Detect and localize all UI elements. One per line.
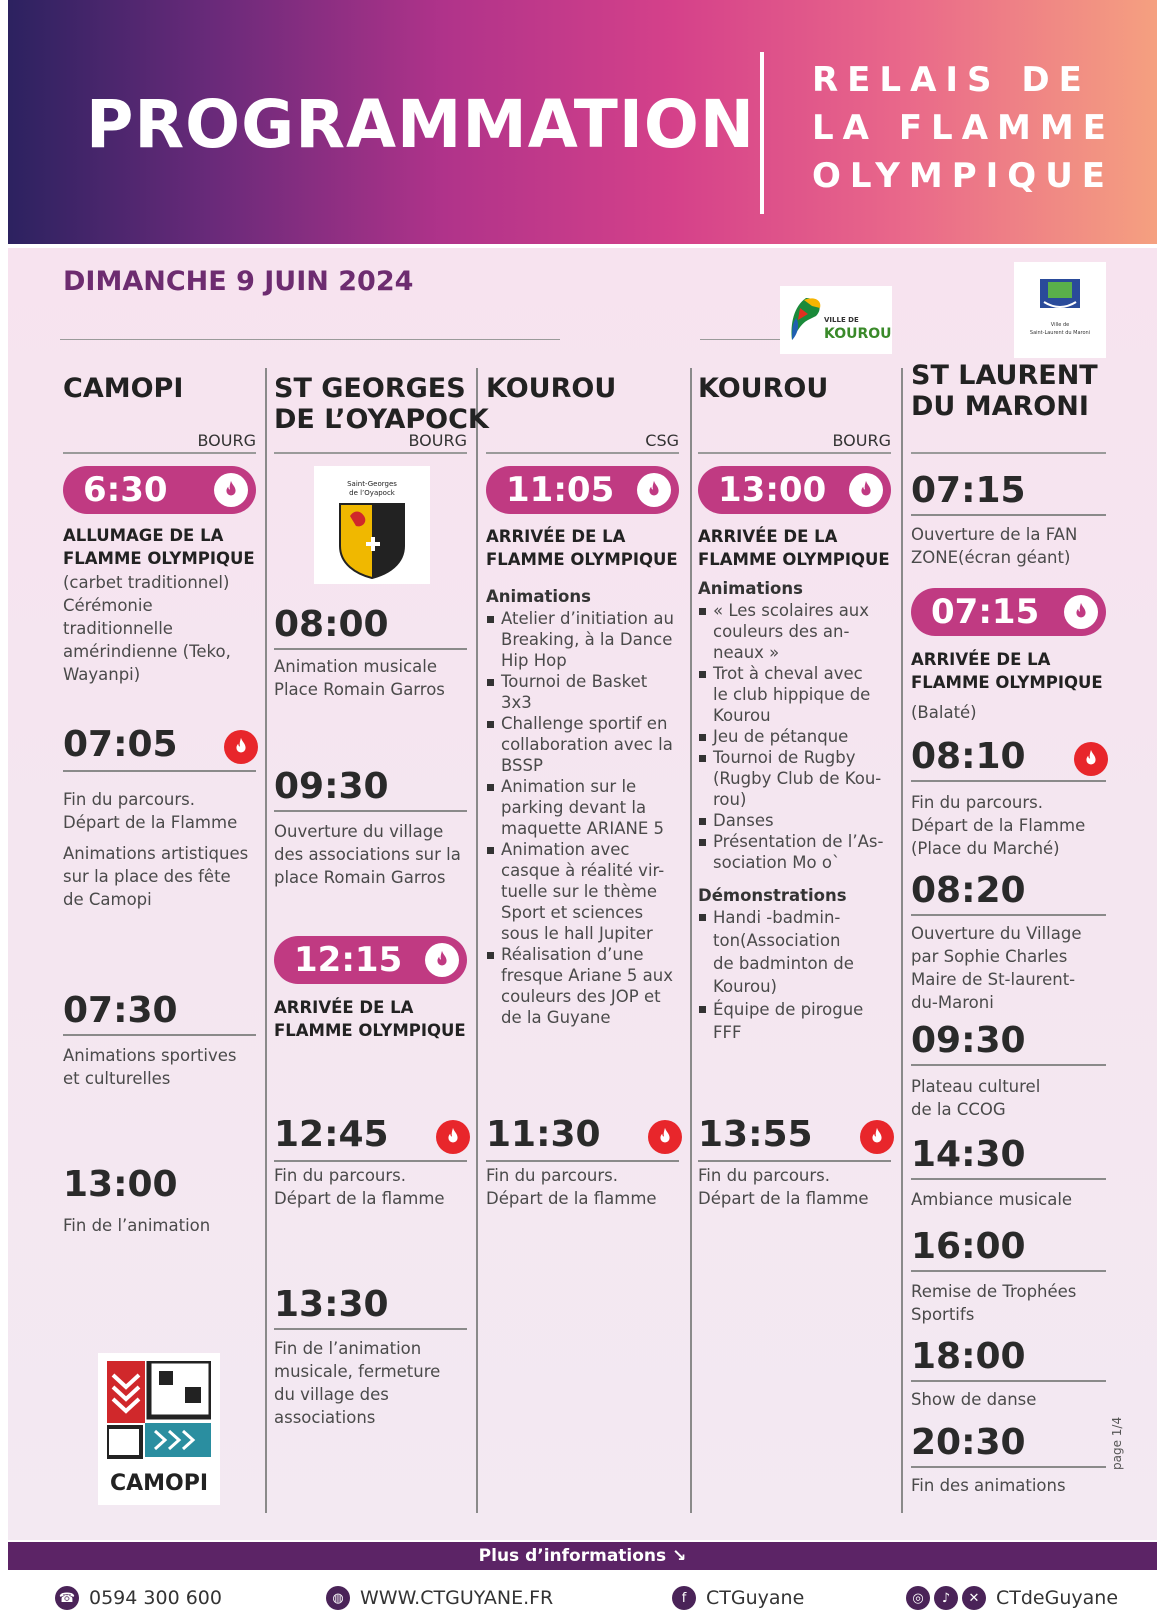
time-label: 13:55 [698,1114,813,1155]
more-info-bar: Plus d’informations ↘ [8,1542,1157,1570]
event-description: Fin du parcours. Départ de la Flamme (Place du Marché) [911,793,1086,858]
flame-icon [436,1120,470,1154]
event-description: Fin du parcours. Départ de la flamme [486,1166,657,1208]
event-title: ARRIVÉE DE LA FLAMME OLYMPIQUE [486,527,678,569]
event-description: Animations artistiques sur la place des fête de Camopi [63,844,249,909]
time-rule [911,1380,1106,1382]
list-item: Réalisation d’une fresque Ariane 5 aux couleurs des JOP et de la Guyane [486,944,691,1028]
footer [0,1570,1157,1620]
event-description: Fin du parcours. Départ de la flamme [274,1166,445,1208]
city-rule [698,452,891,454]
flame-icon [224,730,258,764]
event-description: Fin de l’animation [63,1216,211,1235]
time-label: 14:30 [911,1134,1026,1175]
city-subtitle: BOURG [197,431,256,450]
city-subtitle: BOURG [408,431,467,450]
event-description: Remise de Trophées Sportifs [911,1282,1077,1324]
time-label: 08:00 [274,604,389,645]
event-description: Fin du parcours. Départ de la Flamme [63,790,238,832]
list-item: Équipe de pirogue FFF [698,998,903,1044]
event-date: DIMANCHE 9 JUIN 2024 [63,266,414,297]
kourou-logo: VILLE DE KOUROU [780,286,892,354]
animations-list [486,608,691,1028]
time-rule [63,770,256,772]
time-pill: 11:05 [486,466,679,514]
event-description: Fin du parcours. Départ de la flamme [698,1166,869,1208]
time-label: 08:20 [911,870,1026,911]
footer-social[interactable]: ◎ ♪ ✕ CTdeGuyane [906,1586,1118,1610]
time-rule [911,1064,1106,1066]
time-label: 16:00 [911,1226,1026,1267]
list-item: Animation avec casque à réalité vir- tuelle sur le thème Sport et sciences sous le hall Jupiter [486,839,691,944]
city-rule [911,452,1106,454]
flame-icon [637,473,671,507]
instagram-icon: ◎ [906,1586,930,1610]
time-rule [911,514,1106,516]
event-description: Ouverture du Village par Sophie Charles Maire de St-laurent- du-Maroni [911,924,1082,1012]
time-pill: 13:00 [698,466,891,514]
column-divider [265,368,267,1513]
tiktok-icon: ♪ [934,1586,958,1610]
demonstrations-label: Démonstrations [698,886,847,905]
time-rule [274,1328,467,1330]
event-title: ARRIVÉE DE LA FLAMME OLYMPIQUE [698,527,890,569]
list-item: Handi -badmin- ton(Association de badminton de Kourou) [698,906,903,998]
time-pill: 12:15 [274,936,467,984]
list-item: Animation sur le parking devant la maquette ARIANE 5 [486,776,691,839]
city-rule [63,452,256,454]
city-rule [274,452,467,454]
time-label: 08:10 [911,736,1026,777]
time-label: 18:00 [911,1336,1026,1377]
flame-icon [1074,742,1108,776]
programme-content [8,248,1157,1540]
date-rule [60,339,560,340]
phone-icon: ☎ [55,1586,79,1610]
page-title: PROGRAMMATION [86,86,755,163]
camopi-logo: CAMOPI [98,1353,220,1505]
list-item: Tournoi de Rugby (Rugby Club de Kou- rou) [698,747,903,810]
time-rule [274,810,467,812]
camopi-pattern-icon [107,1361,211,1461]
facebook-icon: f [672,1586,696,1610]
time-rule [698,1160,891,1162]
flame-icon [849,473,883,507]
page-number: page 1/4 [1110,1416,1124,1470]
event-description: Plateau culturel de la CCOG [911,1077,1041,1119]
flame-icon [1064,595,1098,629]
time-label: 12:45 [274,1114,389,1155]
list-item: Danses [698,810,903,831]
time-label: 07:05 [63,724,178,765]
flame-icon [214,473,248,507]
globe-icon: ◍ [326,1586,350,1610]
city-name: ST LAURENT DU MARONI [911,360,1098,422]
list-item: Challenge sportif en collaboration avec la BSSP [486,713,691,776]
event-description: Ambiance musicale [911,1190,1073,1209]
city-rule [486,452,679,454]
time-rule [63,1034,256,1036]
event-description: Ouverture du village des associations sur la place Romain Garros [274,822,461,887]
header-subtitle: RELAIS DE LA FLAMME OLYMPIQUE [812,60,1115,196]
time-rule [911,780,1106,782]
footer-phone[interactable]: ☎ 0594 300 600 [55,1586,222,1610]
footer-website[interactable]: ◍ WWW.CTGUYANE.FR [326,1586,553,1610]
time-label: 13:30 [274,1284,389,1325]
time-rule [274,648,467,650]
footer-facebook[interactable]: f CTGuyane [672,1586,804,1610]
time-label: 09:30 [911,1020,1026,1061]
flame-icon [860,1120,894,1154]
animations-label: Animations [698,579,803,598]
time-label: 07:30 [63,990,178,1031]
header-divider [760,52,764,214]
time-rule [274,1160,467,1162]
shield-icon [338,502,406,580]
time-pill: 6:30 [63,466,256,514]
event-description: Animation musicale Place Romain Garros [274,657,445,699]
time-label: 11:30 [486,1114,601,1155]
time-label: 13:00 [63,1164,178,1205]
time-rule [911,1178,1106,1180]
event-description: (Balaté) [911,703,977,722]
animations-list [698,600,903,873]
column-divider [476,368,478,1513]
list-item: Présentation de l’As- sociation Mo o` [698,831,903,873]
header-banner [8,0,1157,244]
flame-icon [425,943,459,977]
list-item: Trot à cheval avec le club hippique de Kourou [698,663,903,726]
list-item: Jeu de pétanque [698,726,903,747]
saint-laurent-logo: Ville de Saint-Laurent du Maroni [1014,262,1106,358]
event-description: Fin de l’animation musicale, fermeture du village des associations [274,1339,441,1427]
saint-laurent-crest-icon [1036,272,1084,312]
time-label: 07:15 [911,470,1026,511]
city-name: ST GEORGES DE L’OYAPOCK [274,373,489,435]
event-description: (carbet traditionnel) Cérémonie traditionnelle amérindienne (Teko, Wayanpi) [63,573,231,684]
animations-label: Animations [486,587,591,606]
time-rule [911,914,1106,916]
time-pill: 07:15 [911,588,1106,636]
event-description: Ouverture de la FAN ZONE(écran géant) [911,525,1078,567]
time-rule [911,1466,1106,1468]
city-name: KOUROU [698,373,829,404]
time-label: 09:30 [274,766,389,807]
city-name: KOUROU [486,373,617,404]
event-title: ARRIVÉE DE LA FLAMME OLYMPIQUE [274,998,466,1040]
time-label: 20:30 [911,1422,1026,1463]
event-description: Animations sportives et culturelles [63,1046,237,1088]
demonstrations-list [698,906,903,1044]
city-name: CAMOPI [63,373,184,404]
city-subtitle: BOURG [832,431,891,450]
flame-icon [648,1120,682,1154]
time-rule [911,1270,1106,1272]
date-rule-right [700,339,790,340]
event-title: ARRIVÉE DE LA FLAMME OLYMPIQUE [911,650,1103,692]
list-item: Atelier d’initiation au Breaking, à la Dance Hip Hop [486,608,691,671]
time-rule [486,1160,679,1162]
x-icon: ✕ [962,1586,986,1610]
event-description: Fin des animations [911,1476,1066,1495]
toucan-icon [786,294,826,344]
st-georges-crest: Saint-Georges de l’Oyapock [314,466,430,584]
city-subtitle: CSG [645,431,679,450]
event-title: ALLUMAGE DE LA FLAMME OLYMPIQUE [63,526,255,568]
list-item: « Les scolaires aux couleurs des an- neaux » [698,600,903,663]
event-description: Show de danse [911,1390,1037,1409]
list-item: Tournoi de Basket 3x3 [486,671,691,713]
